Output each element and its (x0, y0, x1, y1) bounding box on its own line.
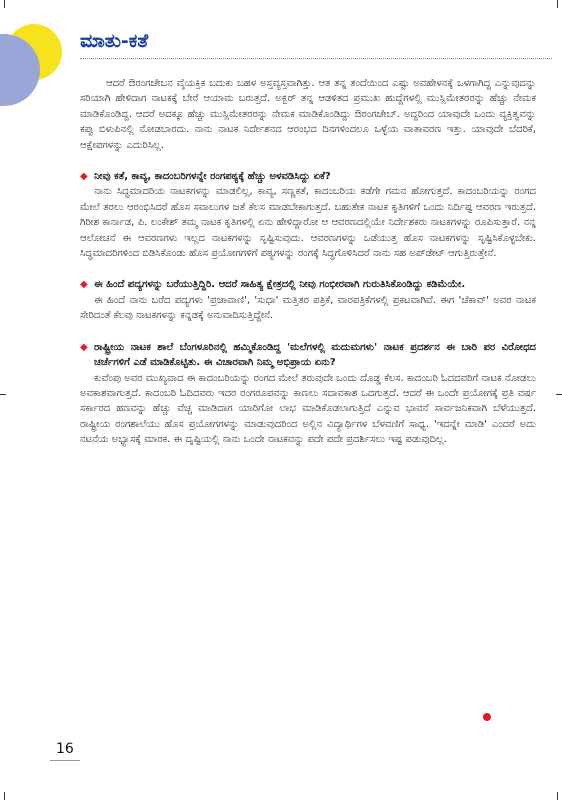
section-title: ಮಾತು-ಕತೆ (80, 30, 149, 52)
answer-2: ಈ ಹಿಂದೆ ನಾನು ಬರೆದ ಪದ್ಯಗಳು 'ಪ್ರಜಾವಾಣಿ', 'ಸುಧಾ' ಮತ್ತಿತರ ಪತ್ರಿಕೆ, ವಾರಪತ್ರಿಕೆಗಳಲ್ಲಿ ಪ್ರಕಟವಾಗಿವೆ. ಈಗ 'ಚೆಕಾವ್' ಅವರ ನಾಟಕ ಸೇರಿದಂತೆ ಕೆಲವು ನಾಟಕಗಳನ್ನು ಕನ್ನಡಕ್ಕೆ ಅನುವಾದಿಸುತ್ತಿದ್ದೇನೆ. (80, 294, 536, 322)
diamond-bullet-icon: ◆ (80, 171, 88, 183)
answer-1: ನಾನು ಸಿದ್ಧಮಾದರಿಯ ನಾಟಕಗಳನ್ನು ಮಾಡಲಿಲ್ಲ, ಕಾವ್ಯ, ಸಣ್ಣಕತೆ, ಕಾದಂಬರಿಯ ಕಡೆಗೇ ಗಮನ ಹೋಗುತ್ತದೆ. ಕಾದಂಬರಿಯನ್ನು ರಂಗದ ಮೇಲೆ ತರಲು ಆರಂಭಿಸಿದರೆ ಹೊಸ ಸವಾಲುಗಳ ಜತೆ ಕೆಲಸ ಮಾಡಬೇಕಾಗುತ್ತದೆ. ಬಹುತೇಕ ನಾಟಕ ಕೃತಿಗಳಿಗೆ ಒಂದು ನಿರ್ದಿಷ್ಟ ಆವರಣ ಇರುತ್ತದೆ. ಗಿರೀಶ ಕಾರ್ನಾಡ, ಪಿ. ಲಂಕೇಶ್ ತಮ್ಮ ನಾಟಕ ಕೃತಿಗಳಲ್ಲಿ ಏನು ಹೇಳಿದ್ದಾರೋ ಆ ಆವರಣದಲ್ಲಿಯೇ ನಿರ್ದೇಶಕರು ನಾಟಕಗಳನ್ನು ರೂಪಿಸುತ್ತಾರೆ. ನನ್ನ ಆಲೋಚನೆ ಈ ಆವರಣಗಳು ಇಲ್ಲದ ನಾಟಕಗಳನ್ನು ಸೃಷ್ಟಿಸುವುದು. ಆವರಣಗಳನ್ನು ಒಡೆಯುತ್ತ ಹೊಸ ನಾಟಕಗಳನ್ನು ಸೃಷ್ಟಿಸಿಕೊಳ್ಳಬೇಕು. ಸಿದ್ಧಮಾದರಿಗಳಿಂದ ಬಿಡಿಸಿಕೊಂಡು ಹೊಸ ಪ್ರಯೋಗಗಳಿಗೆ ಪಠ್ಯಗಳನ್ನು ರಂಗಕ್ಕೆ ಸಿದ್ಧಗೊಳಿಸಿದರೆ ನಾನು ಸಹ ಅಪ್‌ಡೇಟ್ ಆಗುತ್ತಿರುತ್ತೇನೆ. (80, 186, 536, 260)
diamond-bullet-icon: ◆ (80, 341, 88, 353)
crop-mark (556, 394, 562, 395)
question-2 (80, 277, 536, 292)
question-text: ನೀವು ಕತೆ, ಕಾವ್ಯ, ಕಾದಂಬರಿಗಳನ್ನೇ ರಂಗಪಠ್ಯಕ್ಕೆ ಹೆಚ್ಚು ಅಳವಡಿಸಿದ್ದು ಏಕೆ? (94, 171, 331, 183)
question-text: ರಾಷ್ಟ್ರೀಯ ನಾಟಕ ಶಾಲೆ ಬೆಂಗಳೂರಿನಲ್ಲಿ ಹಮ್ಮಿಕೊಂಡಿದ್ದ 'ಮಲೆಗಳಲ್ಲಿ ಮದುಮಗಳು' ನಾಟಕ ಪ್ರದರ್ಶನ ಈ ಬಾರಿ ಪರ ವಿರೋಧದ ಚರ್ಚೆಗಳಿಗೆ ಎಡೆ ಮಾಡಿಕೊಟ್ಟಿತು. ಈ ವಿಚಾರವಾಗಿ ನಿಮ್ಮ ಅಭಿಪ್ರಾಯ ಏನು? (94, 341, 536, 369)
page-number: 16 (56, 741, 74, 757)
answer-3: ಕುವೆಂಪು ಅವರ ಮುಖ್ಯವಾದ ಈ ಕಾದಂಬರಿಯನ್ನು ರಂಗದ ಮೇಲೆ ತರುವುದೇ ಒಂದು ದೊಡ್ಡ ಕೆಲಸ. ಕಾದಂಬರಿ ಓದದವರಿಗೆ ನಾಟಕ ನೋಡಲು ಅವಕಾಶವಾಗುತ್ತದೆ. ಕಾದಂಬರಿ ಓದಿದವರು ಇದರ ರಂಗರೂಪವನ್ನು ಕಾಣಲು ಸದಾವಕಾಶ ಒದಗುತ್ತದೆ. ಆದರೆ ಈ ಒಂದೇ ಪ್ರಯೋಗಕ್ಕೆ ಪ್ರತಿ ವರ್ಷ ಸರ್ಕಾರದ ಹಣವನ್ನು ಹೆಚ್ಚು ವೆಚ್ಚ ಮಾಡಿದಾಗ ಯಾರಿಗೋ ಲಾಭ ಮಾಡಿಕೊಡಲಾಗುತ್ತಿದೆ ಎನ್ನುವ ಭಾವನೆ ಸಾರ್ವಜನಿಕವಾಗಿ ಬೆಳೆಯುತ್ತದೆ. ರಾಷ್ಟ್ರೀಯ ರಂಗಶಾಲೆಯು ಹೊಸ ಪ್ರಯೋಗಗಳನ್ನು ಮಾಡುವುದರಿಂದ ಅಲ್ಲಿನ ವಿದ್ಯಾರ್ಥಿಗಳ ಬೆಳವಣಿಗೆ ಸಾಧ್ಯ. 'ಇದನ್ನೇ ಮಾಡಿ' ಎಂದರೆ ಅದು ನಟನೆಯ ಅಭ್ಯಾಸಕ್ಕೆ ಮಾರಕ. ಈ ದೃಷ್ಟಿಯಲ್ಲಿ ನಾನು ಒಂದೇ ನಾಟಕವನ್ನು ಪದೇ ಪದೇ ಪ್ರದರ್ಶಿಸಲು ಇಷ್ಟ ಪಡುವುದಿಲ್ಲ. (80, 372, 536, 446)
question-text: ಈ ಹಿಂದೆ ಪದ್ಯಗಳನ್ನು ಬರೆಯುತ್ತಿದ್ದಿರಿ. ಆದರೆ ಸಾಹಿತ್ಯ ಕ್ಷೇತ್ರದಲ್ಲಿ ನೀವು ಗಂಭೀರವಾಗಿ ಗುರುತಿಸಿಕೊಂಡಿದ್ದು ಕಡಿಮೆಯೇ. (94, 279, 466, 291)
intro-paragraph: ಆದರೆ ಔರಂಗಜೇಬನ ವೈಯಕ್ತಿಕ ಬದುಕು ಬಹಳ ಅಸ್ತವ್ಯಸ್ತವಾಗಿತ್ತು. ಆತ ತನ್ನ ತಂದೆಯಿಂದ ಎಷ್ಟು ಅವಹೇಳನಕ್ಕೆ ಒಳಗಾಗಿದ್ದ ಎನ್ನುವುದನ್ನು ಸರಿಯಾಗಿ ಹೇಳಿದಾಗ ನಾಟಕಕ್ಕೆ ಬೇರೆ ಆಯಾಮ ಬರುತ್ತದೆ. ಅಕ್ಬರ್ ತನ್ನ ಆಡಳಿತದ ಪ್ರಮುಖ ಹುದ್ದೆಗಳಲ್ಲಿ ಮುಸ್ಲಿಮೇತರರನ್ನು ಹೆಚ್ಚು ನೇಮಕ ಮಾಡಿಕೊಂಡಿದ್ದ. ಆದರೆ ಅದಕ್ಕೂ ಹೆಚ್ಚು ಮುಸ್ಲಿಮೇತರರನ್ನು ನೇಮಕ ಮಾಡಿಕೊಂಡಿದ್ದು ಔರಂಗಜೇಬ್. ಅದ್ದರಿಂದ ಯಾವುದೇ ಒಂದು ವ್ಯಕ್ತಿತ್ವವನ್ನು ಕಪ್ಪು ಬಿಳುಪಿನಲ್ಲಿ ನೋಡಬಾರದು. ನಾನು ನಾಟಕ ನಿರ್ದೇಶನದ ಆರಂಭದ ದಿನಗಳಿಂದಲೂ ಒಳ್ಳೆಯ ವಾತಾವರಣ ಇತ್ತು. ಯಾವುದೇ ಬೆದರಿಕೆ, ಆಕ್ಷೇಪಗಳನ್ನು ಎದುರಿಸಿಲ್ಲ. (80, 78, 536, 151)
crop-mark (4, 792, 5, 800)
dotted-divider (80, 58, 552, 59)
crop-mark (557, 792, 558, 800)
footer-rule (50, 760, 80, 761)
crop-mark (557, 0, 558, 8)
end-mark-dot (483, 713, 491, 721)
article-body (80, 76, 536, 448)
crop-mark (4, 0, 5, 8)
question-3 (80, 340, 536, 371)
question-1 (80, 169, 536, 184)
crop-mark (0, 394, 6, 395)
diamond-bullet-icon: ◆ (80, 279, 88, 291)
